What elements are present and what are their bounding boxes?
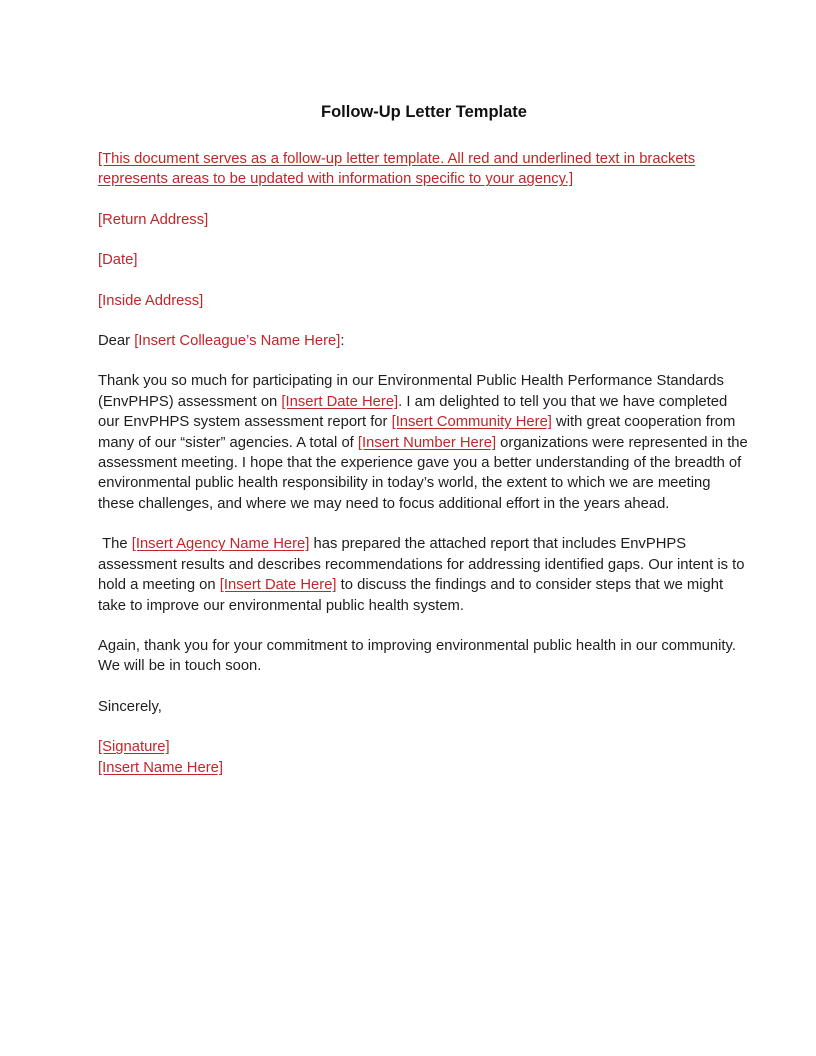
placeholder-text: [Insert Date Here] xyxy=(219,577,337,594)
placeholder-text: [Insert Name Here] xyxy=(98,759,223,776)
salutation xyxy=(98,331,750,351)
template-instructions xyxy=(98,149,750,190)
letter-title: Follow-Up Letter Template xyxy=(321,103,527,121)
text-run: Sincerely, xyxy=(98,698,162,715)
text-run: . I am delighted to tell you that we have completed our EnvPHPS system assessment report for xyxy=(98,393,728,431)
placeholder-text: [Date] xyxy=(98,252,138,269)
placeholder-text: [Return Address] xyxy=(98,211,209,228)
signature-block xyxy=(98,737,750,778)
body-paragraph-1 xyxy=(98,371,750,514)
closing xyxy=(98,697,750,717)
text-run: with great cooperation from many of our “sister” agencies. A total of xyxy=(98,414,736,451)
text-run: organizations were represented in the assessment meeting. I hope that the experience gave you a better understanding of the breadth of environmental public health responsibility in today’s world, the extent to which we are meeting these challenges, and where we may need to focus additional effort in the years ahead. xyxy=(98,434,748,512)
placeholder-text: [Signature] xyxy=(98,739,170,756)
text-run: Again, thank you for your commitment to improving environmental public health in our community. We will be in touch soon. xyxy=(98,637,736,675)
body-paragraph-3 xyxy=(98,636,750,677)
date-placeholder xyxy=(98,250,750,270)
text-run: to discuss the findings and to consider steps that we might take to improve our environmental public health system. xyxy=(98,577,724,614)
text-run: : xyxy=(340,333,345,350)
placeholder-text: [Insert Colleague’s Name Here] xyxy=(134,333,341,350)
placeholder-text: [Insert Date Here] xyxy=(281,393,399,410)
text-run: The xyxy=(98,536,132,553)
text-run: has prepared the attached report that includes EnvPHPS assessment results and describes recommendations for addressing identified gaps. Our intent is to hold a meeting on xyxy=(98,536,745,594)
signature-placeholder xyxy=(98,737,750,757)
inside-address-placeholder xyxy=(98,291,750,311)
text-run: Thank you so much for participating in our Environmental Public Health Performance Standards (EnvPHPS) assessment on xyxy=(98,373,724,410)
signer-name-placeholder xyxy=(98,758,750,778)
text-run: Dear xyxy=(98,333,135,350)
placeholder-text: [Insert Community Here] xyxy=(391,414,552,431)
placeholder-text: [Inside Address] xyxy=(98,292,204,309)
placeholder-text: [This document serves as a follow-up letter template. All red and underlined text in brackets represents areas to be updated with information specific to your agency.] xyxy=(98,151,696,188)
body-paragraph-2 xyxy=(98,534,750,616)
return-address-placeholder xyxy=(98,210,750,230)
placeholder-text: [Insert Agency Name Here] xyxy=(131,536,310,553)
placeholder-text: [Insert Number Here] xyxy=(357,434,497,451)
